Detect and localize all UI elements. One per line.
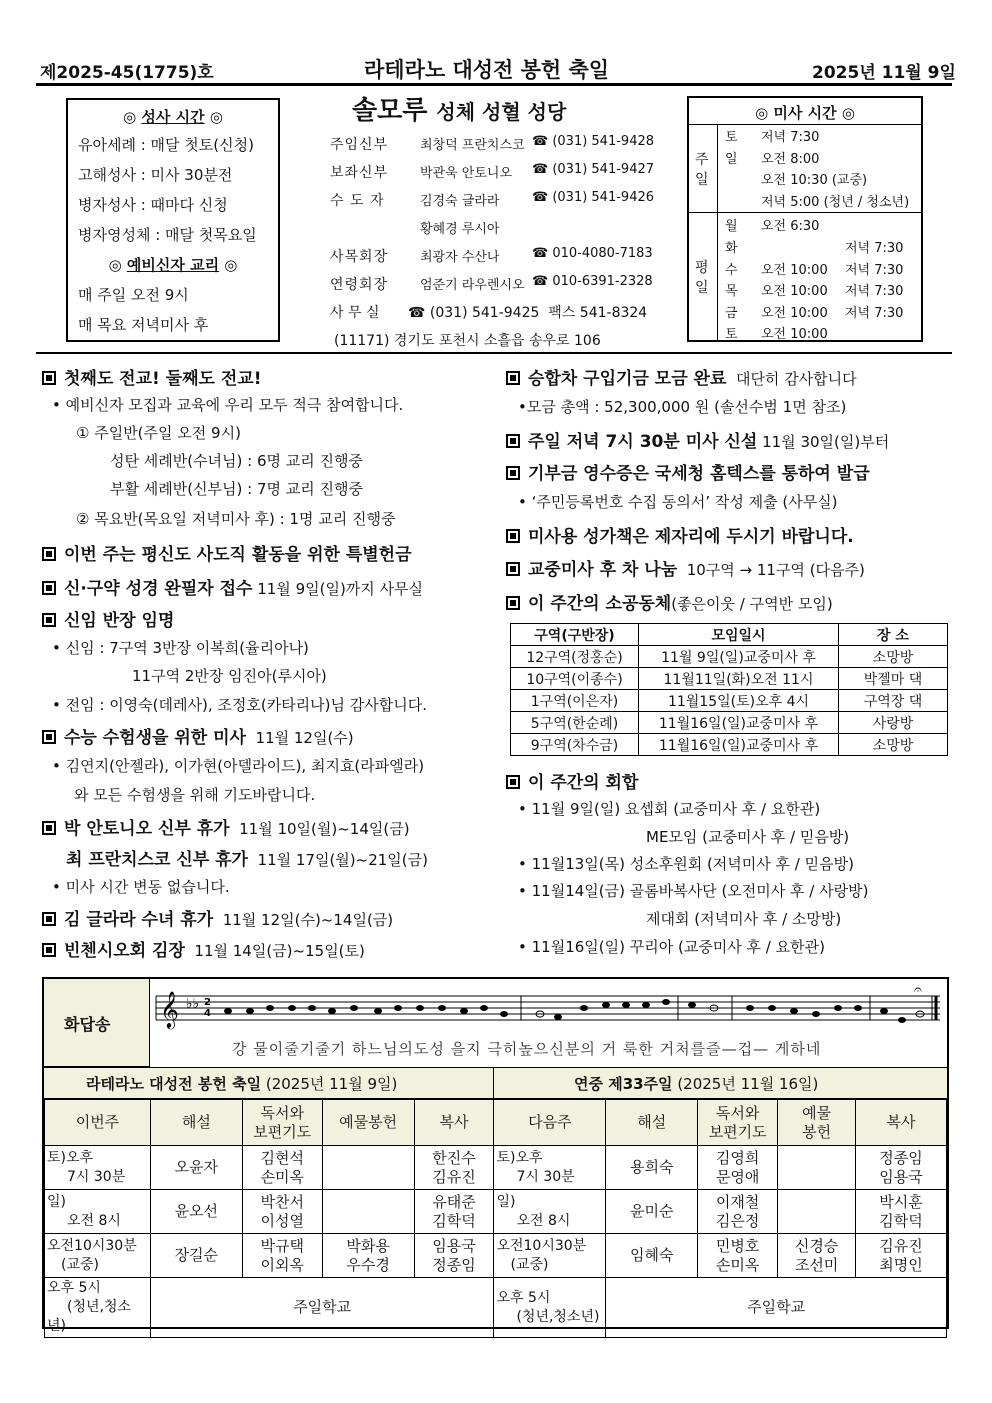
mass-time: 오전 10:00 [761, 305, 828, 321]
roster-cell: 한진수 김유진 [414, 1146, 494, 1190]
mass-time: 저녁 5:00 (청년 / 청소년) [761, 194, 910, 210]
meeting-item: • 11월14일(금) 골롬바복사단 (오전미사 후 / 사랑방) [518, 882, 869, 900]
roster-table [44, 1099, 947, 1338]
notice-heading: 신·구약 성경 완필자 접수 11월 9일(일)까지 사무실 [42, 574, 423, 599]
community-cell: 11월16일(일)교중미사 후 [639, 734, 839, 756]
mass-day: 수 [725, 262, 738, 278]
roster-cell: 용희숙 [606, 1146, 698, 1190]
meeting-item: • 11월16일(일) 꾸리아 (교중미사 후 / 요한관) [518, 938, 825, 956]
mass-time-title: ◎ 미사 시간 ◎ [755, 104, 855, 122]
table-row [511, 668, 948, 690]
community-cell: 1구역(이은자) [511, 690, 639, 712]
staff-name: 박관욱 안토니오 [420, 166, 513, 181]
notice-heading: 이번 주는 평신도 사도직 활동을 위한 특별헌금 [42, 540, 412, 565]
notice-heading: 교중미사 후 차 나눔 10구역 → 11구역 (다음주) [506, 555, 865, 580]
mass-time: 저녁 7:30 [761, 130, 820, 145]
community-cell: 소망방 [839, 646, 948, 668]
staff-phone: ☎ 010-6391-2328 [532, 274, 653, 289]
community-cell: 11월11일(화)오전 11시 [639, 668, 839, 690]
staff-phone: ☎ (031) 541-9427 [532, 162, 655, 177]
staff-role: 사목회장 [330, 249, 389, 265]
roster-cell: 윤미순 [606, 1190, 698, 1234]
staff-name: 엄준기 라우렌시오 [420, 278, 525, 293]
community-header: 구역(구반장) [511, 624, 639, 646]
issue-date: 2025년 11월 9일 [812, 63, 956, 83]
psalm-music-staff [154, 980, 942, 1040]
roster-cell: 박찬서 이성열 [242, 1190, 322, 1234]
roster-cell: 박규택 이외옥 [242, 1234, 322, 1278]
roster-cell: 유태준 김학덕 [414, 1190, 494, 1234]
notice-line: • 김연지(안젤라), 이가현(아델라이드), 최지효(라파엘라) [52, 757, 425, 775]
roster-cell: 김영희 문영애 [698, 1146, 778, 1190]
catechumen-item: 매 목요 저녁미사 후 [78, 316, 209, 334]
sacrament-item: 병자성사 : 때마다 신청 [78, 196, 228, 214]
notice-line: •모금 총액 : 52,300,000 원 (솔선수범 1면 참조) [518, 398, 847, 416]
notice-heading: 이 주간의 회합 [506, 768, 638, 793]
staff-phone: ☎ 010-4080-7183 [532, 246, 653, 261]
notice-line: 와 모든 수험생을 위해 기도바랍니다. [74, 786, 316, 804]
parish-name: 솔모루 성체 성혈 성당 [352, 96, 567, 126]
notice-line: • ‘주민등록번호 수집 동의서’ 작성 제출 (사무실) [518, 493, 838, 511]
staff-role: 수 도 자 [330, 193, 385, 209]
svg-text:𝄞: 𝄞 [160, 990, 179, 1028]
community-cell: 10구역(이종수) [511, 668, 639, 690]
notice-heading: 이 주간의 소공동체(좋은이웃 / 구역반 모임) [506, 589, 833, 614]
mass-day: 목 [725, 284, 738, 300]
roster-header: 예물봉헌 [322, 1100, 414, 1146]
community-cell: 11월 9일(일)교중미사 후 [639, 646, 839, 668]
roster-header: 다음주 [494, 1100, 606, 1146]
notice-line: ② 목요반(목요일 저녁미사 후) : 1명 교리 진행중 [76, 510, 396, 528]
roster-time: 오후 5시 (청년,청소년) [494, 1278, 606, 1338]
page-title: 라테라노 대성전 봉헌 축일 [364, 58, 610, 82]
notice-line: 성탄 세례반(수녀님) : 6명 교리 진행중 [110, 452, 364, 470]
sacrament-item: 유아세례 : 매달 첫토(신청) [78, 136, 254, 154]
staff-name: 최창덕 프란치스코 [420, 138, 525, 153]
roster-cell: 박화용 우수경 [322, 1234, 414, 1278]
table-row [511, 690, 948, 712]
community-cell: 5구역(한순례) [511, 712, 639, 734]
office-line: 사 무 실 ☎ (031) 541-9425 팩스 541-8324 [330, 305, 648, 321]
meeting-item: • 11월13일(목) 성소후원회 (저녁미사 후 / 믿음방) [518, 855, 854, 873]
sacraments-box [66, 98, 280, 342]
mass-day: 토 [725, 130, 738, 145]
community-header: 모임일시 [639, 624, 839, 646]
roster-header: 예물 봉헌 [778, 1100, 856, 1146]
roster-time: 오후 5시 (청년,청소년) [45, 1278, 151, 1338]
community-cell: 11월15일(토)오후 4시 [639, 690, 839, 712]
roster-cell: 장길순 [150, 1234, 242, 1278]
notice-line: 부활 세례반(신부님) : 7명 교리 진행중 [110, 480, 364, 498]
sacrament-item: 고해성사 : 미사 30분전 [78, 166, 233, 184]
roster-time: 일) 오전 8시 [494, 1190, 606, 1234]
roster-cell [322, 1190, 414, 1234]
notice-heading: 박 안토니오 신부 휴가 11월 10일(월)~14일(금) [42, 814, 410, 839]
community-table [510, 623, 948, 756]
roster-header: 독서와 보편기도 [242, 1100, 322, 1146]
staff-role: 보좌신부 [330, 165, 389, 181]
mass-day: 토 [725, 327, 738, 343]
psalm-label: 화답송 [64, 1015, 111, 1034]
roster-cell [778, 1190, 856, 1234]
mass-day: 금 [725, 305, 738, 321]
roster-cell: 오윤자 [150, 1146, 242, 1190]
roster-cell: 민병호 손미옥 [698, 1234, 778, 1278]
roster-header: 독서와 보편기도 [698, 1100, 778, 1146]
roster-cell: 박시훈 김학덕 [856, 1190, 947, 1234]
notice-heading: 최 프란치스코 신부 휴가 11월 17일(월)~21일(금) [66, 850, 428, 870]
sacraments-title: ◎ 성사 시간 ◎ [123, 108, 223, 126]
roster-cell: 김현석 손미옥 [242, 1146, 322, 1190]
meeting-item: • 11월 9일(일) 요셉회 (교중미사 후 / 요한관) [518, 800, 821, 818]
meeting-item: ME모임 (교중미사 후 / 믿음방) [646, 828, 850, 846]
table-row [511, 734, 948, 756]
notice-line: • 신임 : 7구역 3반장 이복희(율리아나) [52, 639, 309, 657]
mass-time-box [687, 96, 923, 342]
mass-time: 저녁 7:30 [845, 305, 904, 321]
notice-line: • 미사 시간 변동 없습니다. [52, 878, 230, 896]
table-row [45, 1146, 947, 1190]
community-header: 장 소 [839, 624, 948, 646]
notice-line: • 전임 : 이영숙(데레사), 조정호(카타리나)님 감사합니다. [52, 696, 427, 714]
mass-time: 오전 8:00 [761, 151, 820, 167]
community-cell: 사랑방 [839, 712, 948, 734]
notice-heading: 빈첸시오회 김장 11월 14일(금)~15일(토) [42, 936, 365, 961]
roster-cell: 윤오선 [150, 1190, 242, 1234]
catechumen-title: ◎ 예비신자 교리 ◎ [108, 256, 238, 274]
table-row [511, 646, 948, 668]
staff-role: 주임신부 [330, 137, 389, 153]
roster-cell [322, 1146, 414, 1190]
mass-time: 저녁 7:30 [845, 262, 904, 278]
notice-heading: 신임 반장 임명 [42, 606, 174, 631]
roster-cell: 이재철 김은정 [698, 1190, 778, 1234]
svg-text:♭♭: ♭♭ [186, 996, 200, 1012]
psalm-lyrics: 강 물이줄기줄기 하느님의도성 을지 극히높으신분의 거 룩한 거처를즐—겁— 게하네 [232, 1040, 822, 1058]
roster-next-title: 연중 제33주일 (2025년 11월 16일) [574, 1075, 819, 1093]
notice-line: • 예비신자 모집과 교육에 우리 모두 적극 참여합니다. [52, 396, 404, 414]
svg-text:4: 4 [204, 1008, 211, 1019]
roster-header: 해설 [606, 1100, 698, 1146]
issue-number: 제2025-45(1775)호 [40, 63, 214, 83]
staff-role: 연령회장 [330, 277, 389, 293]
notice-heading: 첫째도 전교! 둘째도 전교! [42, 364, 261, 389]
weekday-label: 평일 [695, 260, 709, 296]
roster-time: 토)오후 7시 30분 [45, 1146, 151, 1190]
roster-header: 이번주 [45, 1100, 151, 1146]
notice-heading: 기부금 영수증은 국세청 홈텍스를 통하여 발급 [506, 459, 870, 484]
notice-heading: 수능 수험생을 위한 미사 11월 12일(수) [42, 723, 354, 748]
community-cell: 소망방 [839, 734, 948, 756]
svg-text:𝄐: 𝄐 [914, 982, 922, 998]
mass-time: 저녁 7:30 [845, 284, 904, 300]
catechumen-item: 매 주일 오전 9시 [78, 286, 189, 304]
section-rule [36, 352, 952, 354]
community-cell: 12구역(정홍순) [511, 646, 639, 668]
header-rule [36, 83, 952, 86]
roster-header: 복사 [414, 1100, 494, 1146]
mass-time: 오전 6:30 [761, 219, 820, 235]
mass-time: 오전 10:00 [761, 262, 828, 278]
staff-name: 최광자 수산나 [420, 250, 500, 265]
community-cell: 11월16일(일)교중미사 후 [639, 712, 839, 734]
notice-heading: 미사용 성가책은 제자리에 두시기 바랍니다. [506, 522, 854, 547]
svg-text:2: 2 [204, 997, 211, 1008]
roster-this-title: 라테라노 대성전 봉헌 축일 (2025년 11월 9일) [86, 1075, 398, 1093]
community-cell: 박젤마 댁 [839, 668, 948, 690]
roster-time: 일) 오전 8시 [45, 1190, 151, 1234]
community-cell: 9구역(차수금) [511, 734, 639, 756]
roster-header: 해설 [150, 1100, 242, 1146]
table-row [45, 1190, 947, 1234]
notice-heading: 승합차 구입기금 모금 완료 대단히 감사합니다 [506, 364, 857, 389]
mass-time: 오전 10:30 (교중) [761, 173, 868, 189]
table-row [511, 712, 948, 734]
sacrament-item: 병자영성체 : 매달 첫목요일 [78, 226, 257, 244]
table-row [45, 1234, 947, 1278]
roster-time: 오전10시30분 (교중) [45, 1234, 151, 1278]
roster-school: 주일학교 [150, 1278, 494, 1338]
staff-phone: ☎ (031) 541-9426 [532, 190, 655, 205]
notice-heading: 주일 저녁 7시 30분 미사 신설 11월 30일(일)부터 [506, 427, 889, 452]
table-row [45, 1278, 947, 1338]
roster-cell: 김유진 최명인 [856, 1234, 947, 1278]
roster-time: 오전10시30분 (교중) [494, 1234, 606, 1278]
roster-header: 복사 [856, 1100, 947, 1146]
mass-time: 오전 10:00 [761, 284, 828, 300]
mass-day: 일 [725, 151, 738, 167]
roster-cell: 임용국 정종임 [414, 1234, 494, 1278]
roster-school: 주일학교 [606, 1278, 947, 1338]
sunday-label: 주일 [695, 152, 709, 188]
staff-phone: ☎ (031) 541-9428 [532, 134, 655, 149]
meeting-item: 제대회 (저녁미사 후 / 소망방) [646, 910, 842, 928]
roster-cell [778, 1146, 856, 1190]
staff-name: 황혜경 루시아 [420, 222, 500, 237]
table-row [45, 1100, 947, 1146]
roster-cell: 임혜숙 [606, 1234, 698, 1278]
community-cell: 구역장 댁 [839, 690, 948, 712]
notice-line: ① 주일반(주일 오전 9시) [76, 424, 241, 442]
notice-heading: 김 글라라 수녀 휴가 11월 12일(수)~14일(금) [42, 905, 393, 930]
parish-address: (11171) 경기도 포천시 소흘읍 송우로 106 [334, 333, 601, 349]
notice-line: 11구역 2반장 임진아(루시아) [132, 667, 327, 685]
mass-day: 월 [725, 219, 738, 235]
mass-time: 오전 10:00 [761, 327, 828, 343]
roster-cell: 정종임 임용국 [856, 1146, 947, 1190]
staff-name: 김경숙 글라라 [420, 194, 500, 209]
mass-time: 저녁 7:30 [845, 241, 904, 256]
mass-day: 화 [725, 241, 738, 256]
roster-cell: 신경승 조선미 [778, 1234, 856, 1278]
roster-time: 토)오후 7시 30분 [494, 1146, 606, 1190]
